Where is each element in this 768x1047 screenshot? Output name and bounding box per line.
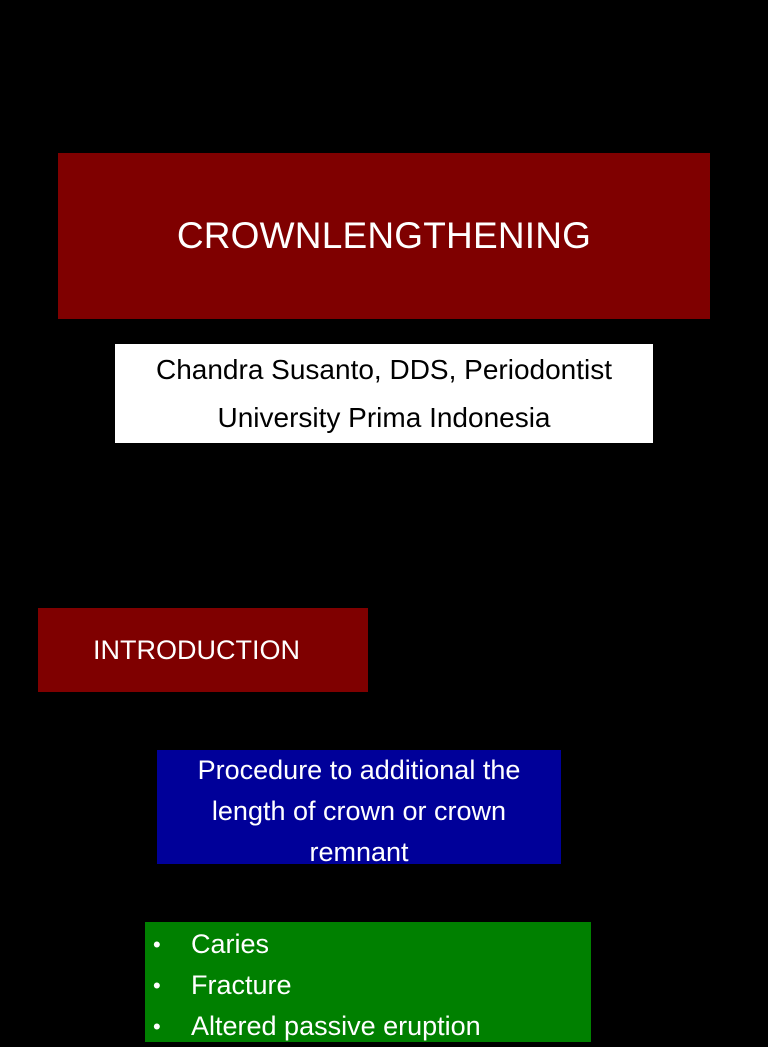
section-banner (38, 608, 368, 692)
title-banner (58, 153, 710, 319)
section-heading: INTRODUCTION (93, 634, 300, 665)
reasons-list (145, 924, 591, 1047)
author-card (115, 344, 653, 443)
list-item (145, 924, 591, 965)
list-item-label: Caries (191, 929, 270, 959)
bullet-icon: • (153, 1014, 161, 1039)
list-item (145, 1006, 591, 1047)
list-item (145, 965, 591, 1006)
slide-title: CROWNLENGTHENING (176, 215, 592, 256)
definition-line: Procedure to additional the (197, 755, 521, 785)
author-affiliation: University Prima Indonesia (217, 401, 551, 433)
reasons-box (145, 922, 591, 1042)
author-name: Chandra Susanto, DDS, Periodontist (155, 353, 613, 385)
definition-box (157, 750, 561, 867)
list-item-label: Fracture (191, 970, 292, 1000)
definition-line: length of crown or crown (211, 796, 507, 826)
list-item-label: Altered passive eruption (191, 1011, 481, 1041)
bullet-icon: • (153, 932, 161, 957)
definition-line: remnant (309, 837, 409, 867)
bullet-icon: • (153, 973, 161, 998)
